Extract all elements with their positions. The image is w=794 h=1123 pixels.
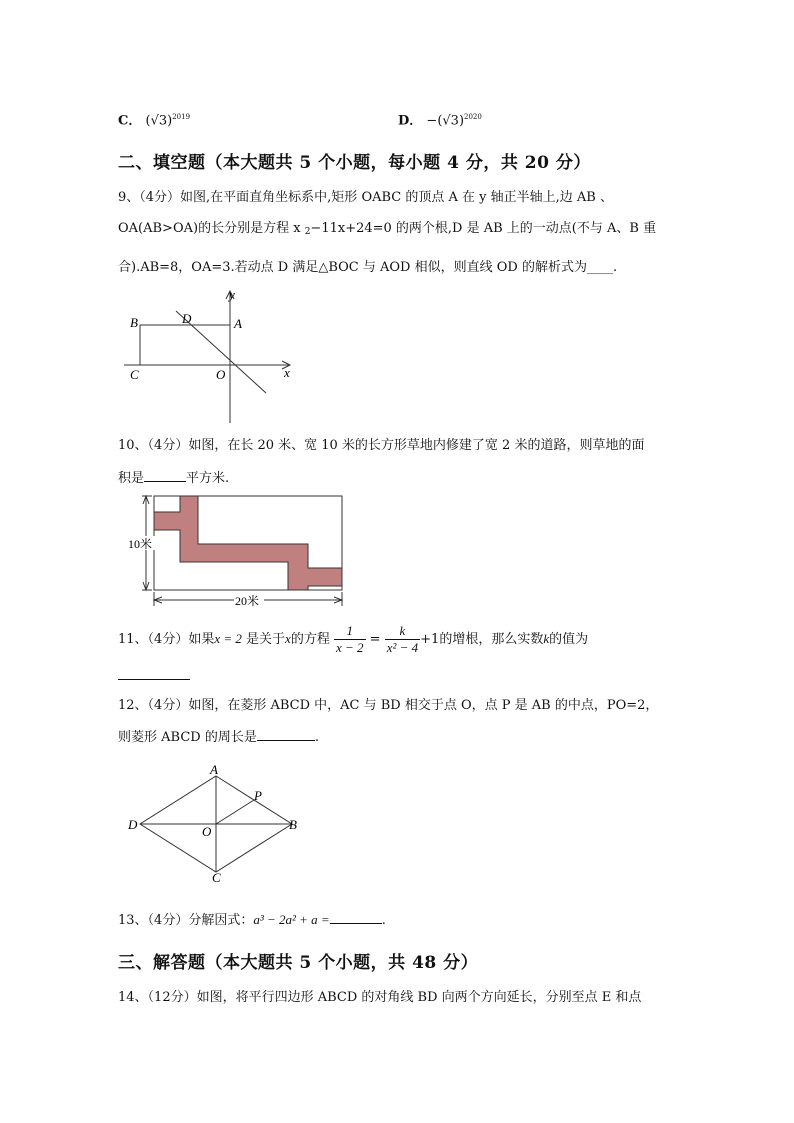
option-d-exponent: 2020 [464, 113, 482, 121]
q9-fig-x: x [284, 365, 290, 380]
q12-figure [124, 762, 314, 886]
section-2-title: 二、填空题（本大题共 5 个小题，每小题 4 分，共 20 分） [118, 153, 591, 173]
q11-suffix: 的值为 [549, 632, 589, 647]
q11-var: x [285, 631, 291, 646]
section-3-title: 三、解答题（本大题共 5 个小题，共 48 分） [118, 953, 479, 973]
option-d [398, 108, 482, 130]
q12-fig-b: B [289, 817, 297, 832]
q9-fig-d: D [182, 311, 192, 326]
q10-height-label: 10米 [128, 537, 153, 551]
q12-fig-p: P [254, 788, 262, 803]
q11-fraction-1 [334, 623, 366, 656]
q11-mid-3: 的增根，那么实数 [439, 632, 544, 647]
q11-cond: x = 2 [214, 631, 242, 646]
q11-plus: +1 [420, 632, 440, 647]
q10-answer-blank[interactable] [144, 468, 186, 482]
q11-mid-1: 是关于 [246, 632, 286, 647]
q11-line-1 [118, 619, 588, 659]
q11-frac-1-den: x − 2 [335, 640, 364, 655]
q9-figure [118, 285, 298, 425]
q9-line-1: 9、（4分）如图,在平面直角坐标系中,矩形 OABC 的顶点 A 在 y 轴正半轴上,边 AB 、 [118, 190, 613, 205]
q12-answer-blank[interactable] [257, 727, 315, 741]
q12-line-1: 12、（4分）如图，在菱形 ABCD 中，AC 与 BD 相交于点 O，点 P 是 AB 的中点，PO=2， [118, 698, 659, 713]
q11-frac-2-num: k [385, 623, 420, 640]
option-d-expr: −(√3) [426, 113, 465, 129]
q10-line-2-b: 平方米. [186, 471, 230, 486]
q9-fig-c: C [130, 367, 139, 382]
q9-fig-a: A [234, 316, 242, 331]
q14-line-1: 14、（12分）如图，将平行四边形 ABCD 的对角线 BD 向两个方向延长，分别至点 E 和点 [118, 990, 642, 1005]
q12-line-2 [118, 727, 319, 747]
q11-mid-2: 的方程 [290, 632, 330, 647]
q13-line [118, 910, 386, 930]
q11-eq: = [369, 632, 381, 647]
q11-k: k [543, 631, 550, 646]
q12-fig-o: O [202, 824, 212, 839]
q12-line-2-a: 则菱形 ABCD 的周长是 [118, 730, 257, 745]
q13-prefix: 13、（4分）分解因式： [118, 913, 254, 928]
q9-fig-o: O [216, 367, 226, 382]
option-c-expr: (√3) [145, 113, 173, 129]
q12-fig-a: A [210, 762, 218, 777]
q13-answer-blank[interactable] [330, 910, 382, 924]
q12-fig-c: C [212, 870, 221, 885]
q10-line-1: 10、（4分）如图，在长 20 米、宽 10 米的长方形草地内修建了宽 2 米的道路，则草地的面 [118, 438, 645, 453]
q9-line-2-a: OA(AB>OA)的长分别是方程 x [118, 221, 301, 236]
q9-line-2-sup: 2 [304, 227, 311, 237]
q13-expr: a³ − 2a² + a = [253, 912, 330, 927]
option-c [118, 108, 190, 130]
q10-figure [124, 492, 352, 608]
q9-line-2-b: −11x+24=0 的两个根,D 是 AB 上的一动点(不与 A、B 重 [310, 221, 657, 236]
option-c-label: C． [118, 113, 142, 129]
q12-fig-d: D [128, 817, 138, 832]
q11-prefix: 11、（4分）如果 [118, 632, 215, 647]
q9-fig-b: B [130, 315, 138, 330]
option-c-exponent: 2019 [172, 113, 191, 121]
q9-fig-y: y [229, 287, 235, 302]
q11-frac-1-num: 1 [334, 623, 366, 640]
q11-fraction-2 [385, 623, 420, 656]
q10-width-label: 20米 [235, 594, 260, 608]
q10-line-2 [118, 468, 229, 488]
q11-answer-blank[interactable] [118, 679, 190, 680]
q13-suffix: . [381, 913, 386, 928]
q12-line-2-b: . [314, 730, 319, 745]
q10-line-2-a: 积是 [118, 471, 145, 486]
option-d-label: D． [398, 113, 423, 129]
q11-frac-2-den: x² − 4 [386, 640, 419, 655]
q9-line-3: 合).AB=8，OA=3.若动点 D 满足△BOC 与 AOD 相似，则直线 OD 的解析式为____. [118, 260, 618, 275]
q9-line-2 [118, 220, 656, 241]
